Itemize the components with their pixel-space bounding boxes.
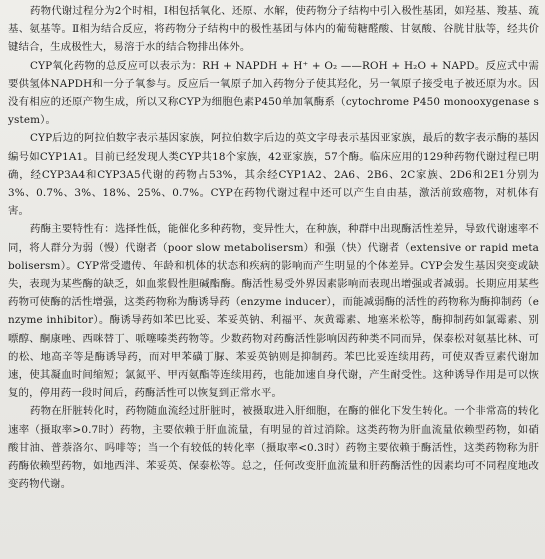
paragraph-drug-metabolism-phases: 药物代谢过程分为2个时相，Ⅰ相包括氧化、还原、水解，使药物分子结构中引入极性基团，如羟基、羧基、巯基、氨基等。Ⅱ相为结合反应，将药物分子结构中的极性基团与体内的葡萄糖醛酸、甘氨酸、谷胱甘肽等，经共价键结合，生成极性大，易溶于水的结合物排出体外。 — [8, 5, 539, 54]
paragraph-enzyme-characteristics: 药酶主要特性有：选择性低，能催化多种药物，变异性大，在种族，种群中出现酶活性差异，导致代谢速率不同，将人群分为弱（慢）代谢者（poor slow metabolisersm）和强（快）代谢者（extensive or rapid metabolisersm）。CYP常受遗传、年龄和机体的状态和疾病的影响而产生明显的个体差异。CYP会发生基因突变或缺失，表现为某些酶的缺乏，如血浆假性胆碱酯酶。酶活性易受外界因素影响而表现出增强或者减弱。长期应用某些药物可使酶的活性增强，这类药物称为酶诱导药（enzyme inducer），而能减弱酶的活性的药物称为酶抑制药（enzyme inhibitor）。酶诱导药如苯巴比妥、苯妥英钠、利福平、灰黄霉素、地塞米松等，酶抑制药如氯霉素、别嘌醇、酮康唑、西咪替丁、哌噻嗪类药物等。少数药物对药酶活性影响因药种类不同而异，保泰松对氨基比林、可的松、地高辛等是酶诱导药，而对甲苯磺丁脲、苯妥英钠则是抑制药。苯巴比妥连续用药，可使双香豆素代谢加速，使其凝血时间缩短；氯氮平、甲丙氨酯等连续用药，也能加速自身代谢，产生耐受性。这种诱导作用是可以恢复的，停用药一段时间后，药酶活性可以恢复到正常水平。 — [8, 223, 539, 400]
paragraph-cyp-nomenclature: CYP后边的阿拉伯数字表示基因家族，阿拉伯数字后边的英文字母表示基因亚家族，最后的数字表示酶的基因编号如CYP1A1。目前已经发现人类CYP共18个家族，42亚家族，57个酶。临床应用的129种药物代谢过程已明确，经CYP3A4和CYP3A5代谢的药物占53%，其余经CYP1A2、2A6、2B6、2C家族、2D6和2E1分别为3%、0.7%、3%、18%、25%、0.7%。CYP在药物代谢过程中还可以产生自由基，激活前致癌物，对机体有害。 — [8, 132, 539, 218]
paragraph-cyp-oxidation-reaction: CYP氧化药物的总反应可以表示为：RH + NAPDH + H⁺ + O₂ ——ROH + H₂O + NAPD。反应式中需要供氢体NAPDH和一分子氧参与。反应后一氧原子加入药物分子使其羟化，另一氧原子接受电子被还原为水。因没有相应的还原产物生成，所以又称CYP为细胞色素P450单加氧酶系（cytochrome P450 monooxygenase system）。 — [8, 59, 539, 127]
paragraph-hepatic-transformation: 药物在肝脏转化时，药物随血流经过肝脏时，被摄取进入肝细胞，在酶的催化下发生转化。一个非常高的转化速率（摄取率>0.7时）药物，主要依赖于肝血流量，有明显的首过消除。这类药物为肝血流量依赖型药物，如硝酸甘油、普萘洛尔、吗啡等；当一个有较低的转化率（摄取率<0.3时）药物主要依赖于酶活性，这类药物称为肝药酶依赖型药物，如地西泮、苯妥英、保泰松等。总之，任何改变肝血流量和肝药酶活性的因素均可不同程度地改变药物代谢。 — [8, 405, 539, 491]
